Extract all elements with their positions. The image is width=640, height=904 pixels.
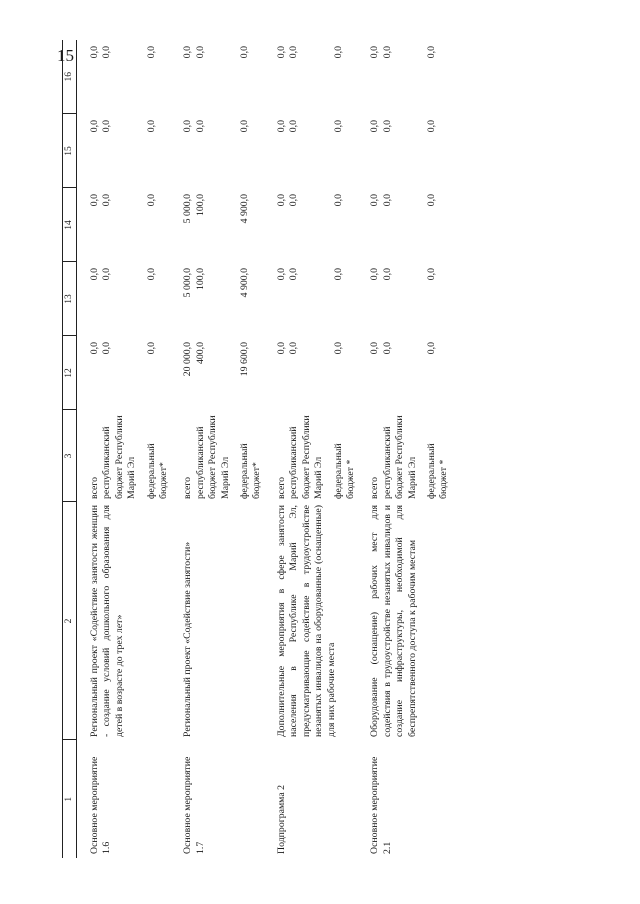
measure-name: Основное мероприятие 1.7 (182, 756, 206, 854)
measure-description: Региональный проект «Содействие занятости женщин - создание условий дошкольного образования для детей в возрасте до трех лет» (89, 505, 125, 737)
value-cell: 0,0 (101, 194, 113, 207)
funding-source: республиканский бюджет Республики Марий Эл (288, 415, 325, 499)
table-row (264, 40, 288, 858)
value-cell: 0,0 (425, 194, 437, 207)
value-cell: 0,0 (275, 120, 287, 133)
value-cell: 0,0 (145, 46, 157, 59)
value-cell: 5 000,0 (182, 268, 194, 298)
value-cell: 0,0 (182, 120, 194, 133)
funding-source: республиканский бюджет Республики Марий Эл (101, 415, 138, 499)
value-cell: 0,0 (381, 268, 393, 281)
value-cell: 0,0 (145, 268, 157, 281)
funding-source: республиканский бюджет Республики Марий Эл (381, 415, 418, 499)
funding-source: всего (275, 476, 287, 499)
value-cell: 4 900,0 (239, 268, 251, 298)
col-header: 16 (63, 40, 77, 114)
value-cell: 0,0 (369, 268, 381, 281)
col-header: 15 (63, 114, 77, 188)
value-cell: 0,0 (332, 342, 344, 355)
value-cell: 0,0 (145, 120, 157, 133)
measure-description: Региональный проект «Содействие занятости» (182, 541, 194, 737)
value-cell: 400,0 (194, 342, 206, 365)
value-cell: 0,0 (101, 342, 113, 355)
value-cell: 0,0 (275, 46, 287, 59)
measure-name: Подпрограмма 2 (275, 784, 287, 854)
measure-name: Основное мероприятие 1.6 (89, 756, 113, 854)
funding-source: республиканский бюджет Республики Марий Эл (194, 415, 231, 499)
value-cell: 19 600,0 (239, 342, 251, 377)
value-cell: 0,0 (275, 194, 287, 207)
value-cell: 0,0 (369, 194, 381, 207)
funding-source: всего (182, 476, 194, 499)
value-cell: 0,0 (194, 120, 206, 133)
value-cell: 0,0 (89, 342, 100, 355)
value-cell: 0,0 (332, 268, 344, 281)
value-cell: 0,0 (194, 46, 206, 59)
value-cell: 0,0 (369, 342, 381, 355)
page-number: 15 (57, 46, 74, 65)
value-cell: 4 900,0 (239, 194, 251, 224)
measure-description: Оборудование (оснащение) рабочих мест для содействия в трудоустройстве незанятых инвалидов и создание инфраструктуры, необходимой для беспрепятственного доступа к рабочим местам (369, 505, 418, 737)
table-row (357, 40, 381, 858)
col-header: 12 (63, 336, 77, 410)
value-cell: 0,0 (425, 120, 437, 133)
funding-source: федеральный бюджет* (145, 443, 170, 499)
value-cell: 0,0 (288, 268, 300, 281)
value-cell: 0,0 (239, 46, 251, 59)
col-header: 2 (63, 502, 77, 740)
value-cell: 20 000,0 (182, 342, 194, 377)
funding-source: федеральный бюджет* (239, 443, 263, 499)
value-cell: 100,0 (194, 268, 206, 291)
value-cell: 0,0 (89, 120, 100, 133)
value-cell: 0,0 (89, 46, 100, 59)
table-row (77, 40, 102, 858)
value-cell: 0,0 (145, 194, 157, 207)
value-cell: 0,0 (288, 120, 300, 133)
value-cell: 0,0 (369, 120, 381, 133)
col-header: 14 (63, 188, 77, 262)
value-cell: 0,0 (381, 194, 393, 207)
value-cell: 0,0 (101, 268, 113, 281)
value-cell: 0,0 (425, 268, 437, 281)
value-cell: 0,0 (101, 46, 113, 59)
value-cell: 5 000,0 (182, 194, 194, 224)
budget-table (62, 40, 451, 858)
value-cell: 0,0 (332, 46, 344, 59)
measure-description: Дополнительные мероприятия в сфере занятости населения в Республике Марий Эл, предусматривающие содействие в трудоустройстве незанятых инвалидов на оборудованные (оснащенные) для них рабочие места (275, 505, 337, 737)
col-header: 13 (63, 262, 77, 336)
value-cell: 0,0 (182, 46, 194, 59)
value-cell: 0,0 (381, 120, 393, 133)
funding-source: всего (89, 476, 100, 499)
funding-source: федеральный бюджет * (332, 443, 356, 499)
value-cell: 0,0 (332, 194, 344, 207)
funding-source: всего (369, 476, 381, 499)
value-cell: 0,0 (89, 268, 100, 281)
table-row (170, 40, 194, 858)
value-cell: 100,0 (194, 194, 206, 217)
value-cell: 0,0 (145, 342, 157, 355)
value-cell: 0,0 (381, 46, 393, 59)
value-cell: 0,0 (369, 46, 381, 59)
rotated-table-container (62, 40, 624, 858)
value-cell: 0,0 (239, 120, 251, 133)
value-cell: 0,0 (288, 46, 300, 59)
value-cell: 0,0 (288, 194, 300, 207)
value-cell: 0,0 (381, 342, 393, 355)
value-cell: 0,0 (275, 268, 287, 281)
measure-name: Основное мероприятие 2.1 (369, 756, 393, 854)
value-cell: 0,0 (425, 46, 437, 59)
funding-source: федеральный бюджет * (425, 443, 450, 499)
value-cell: 0,0 (425, 342, 437, 355)
col-header: 3 (63, 410, 77, 502)
value-cell: 0,0 (89, 194, 100, 207)
value-cell: 0,0 (288, 342, 300, 355)
col-header: 1 (63, 740, 77, 858)
value-cell: 0,0 (332, 120, 344, 133)
header-row (63, 40, 77, 858)
value-cell: 0,0 (275, 342, 287, 355)
value-cell: 0,0 (101, 120, 113, 133)
